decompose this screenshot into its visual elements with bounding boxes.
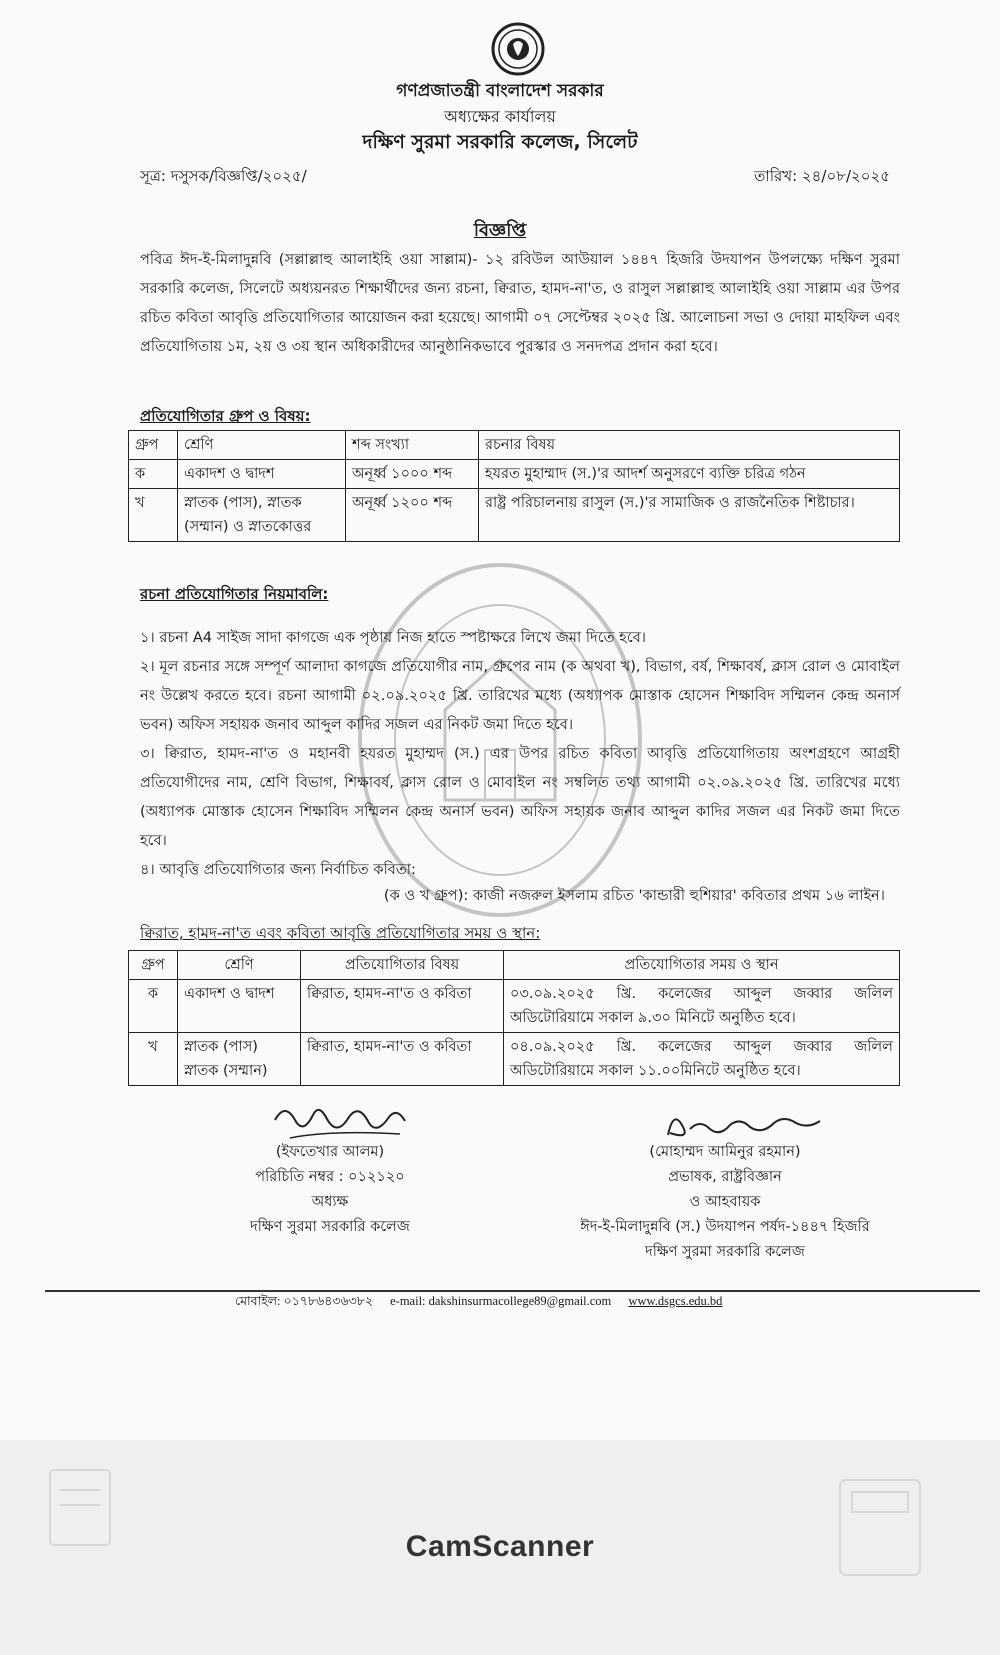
schedule-table bbox=[128, 950, 900, 1086]
rule-item: ২। মূল রচনার সঙ্গে সম্পূর্ণ আলাদা কাগজে প্রতিযোগীর নাম, গ্রুপের নাম (ক অথবা খ), বিভাগ, বর্ষ, শিক্ষাবর্ষ, ক্লাস রোল ও মোবাইল নং উল্লেখ করতে হবে। রচনা আগামী ০২.০৯.২০২৫ খ্রি. তারিখের মধ্যে (অধ্যাপক মোস্তাক হোসেন শিক্ষাবিদ সম্মিলন কেন্দ্র অনার্স ভবন) অফিস সহায়ক জনাব আব্দুল কাদির সজল এর নিকট জমা দিতে হবে। bbox=[140, 658, 900, 733]
table-cell: ক bbox=[129, 460, 178, 489]
table-row bbox=[129, 1033, 900, 1086]
signatory-title: অধ্যক্ষ bbox=[311, 1194, 349, 1210]
table-header-cell: শব্দ সংখ্যা bbox=[346, 431, 479, 460]
signatory-name: (মোহাম্মদ আমিনুর রহমান) bbox=[649, 1144, 801, 1160]
table-cell: অনূর্ধ্ব ১০০০ শব্দ bbox=[346, 460, 479, 489]
table-cell: ০৪.০৯.২০২৫ খ্রি. কলেজের আব্দুল জব্বার জলিল অডিটোরিয়ামে সকাল ১১.০০মিনিটে অনুষ্ঠিত হবে। bbox=[504, 1033, 900, 1086]
table-header-cell: শ্রেণি bbox=[178, 951, 301, 980]
essay-topics-table bbox=[128, 430, 900, 542]
table-header-cell: গ্রুপ bbox=[129, 951, 178, 980]
table-cell: রাষ্ট্র পরিচালনায় রাসুল (স.)'র সামাজিক ও রাজনৈতিক শিষ্টাচার। bbox=[479, 489, 900, 542]
table-header-row bbox=[129, 951, 900, 980]
intro-paragraph: পবিত্র ঈদ-ই-মিলাদুন্নবি (সল্লাল্লাহু আলাইহি ওয়া সাল্লাম)- ১২ রবিউল আউয়াল ১৪৪৭ হিজরি উদযাপন উপলক্ষ্যে দক্ষিণ সুরমা সরকারি কলেজ, সিলেটে অধ্যয়নরত শিক্ষার্থীদের জন্য রচনা, ক্বিরাত, হামদ-না'ত, ও রাসুল সল্লাল্লাহু আলাইহি ওয়া সাল্লাম এর উপর রচিত কবিতা আবৃত্তি প্রতিযোগিতার আয়োজন করা হয়েছে। আগামী ০৭ সেপ্টেম্বর ২০২৫ খ্রি. আলোচনা সভা ও দোয়া মাহফিল এবং প্রতিযোগিতায় ১ম, ২য় ও ৩য় স্থান অধিকারীদের আনুষ্ঠানিকভাবে পুরস্কার ও সনদপত্র প্রদান করা হবে। bbox=[140, 251, 900, 355]
table-cell: একাদশ ও দ্বাদশ bbox=[178, 460, 346, 489]
table-header-cell: গ্রুপ bbox=[129, 431, 178, 460]
table-cell: খ bbox=[129, 1033, 178, 1086]
signatory-title: প্রভাষক, রাষ্ট্রবিজ্ঞান bbox=[668, 1169, 782, 1185]
selected-poem: (ক ও খ গ্রুপ): কাজী নজরুল ইসলাম রচিত 'কান্ডারী হুশিয়ার' কবিতার প্রথম ১৬ লাইন। bbox=[383, 887, 885, 904]
table-header-cell: রচনার বিষয় bbox=[479, 431, 900, 460]
signatory-right bbox=[540, 1140, 910, 1265]
government-emblem-icon bbox=[491, 22, 545, 76]
contact-mobile: মোবাইল: ০১৭৮৬৪৩৬৩৮২ bbox=[235, 1294, 373, 1308]
table-row bbox=[129, 980, 900, 1033]
table-cell: হযরত মুহাম্মাদ (স.)'র আদর্শ অনুসরণে ব্যক্তি চরিত্র গঠন bbox=[479, 460, 900, 489]
schedule-table-heading: ক্বিরাত, হামদ-না'ত এবং কবিতা আবৃত্তি প্রতিযোগিতার সময় ও স্থান: bbox=[140, 924, 541, 942]
rule-item: ১। রচনা A4 সাইজ সাদা কাগজে এক পৃষ্ঠায় নিজ হাতে স্পষ্টাক্ষরে লিখে জমা দিতে হবে। bbox=[140, 629, 647, 646]
college-name: দক্ষিণ সুরমা সরকারি কলেজ, সিলেট bbox=[362, 131, 638, 153]
office-name: অধ্যক্ষের কার্যালয় bbox=[444, 107, 556, 126]
camscanner-brand: CamScanner bbox=[405, 1530, 595, 1563]
notice-title: বিজ্ঞপ্তি bbox=[473, 220, 527, 241]
notice-date: তারিখ: ২৪/০৮/২০২৫ bbox=[754, 167, 890, 185]
rule-item: ৪। আবৃত্তি প্রতিযোগিতার জন্য নির্বাচিত কবিতা: bbox=[140, 861, 416, 878]
rules-list bbox=[140, 623, 900, 884]
government-name: গণপ্রজাতন্ত্রী বাংলাদেশ সরকার bbox=[396, 81, 604, 101]
table-header-cell: শ্রেণি bbox=[178, 431, 346, 460]
signature-left bbox=[270, 1100, 420, 1145]
table-header-cell: প্রতিযোগিতার বিষয় bbox=[301, 951, 504, 980]
essay-table-heading: প্রতিযোগিতার গ্রুপ ও বিষয়: bbox=[140, 407, 311, 425]
signatory-role: ও আহবায়ক bbox=[689, 1194, 761, 1210]
signatory-org: দক্ষিণ সুরমা সরকারি কলেজ bbox=[250, 1219, 410, 1235]
signatory-committee: ঈদ-ই-মিলাদুন্নবি (স.) উদযাপন পর্ষদ-১৪৪৭ হিজরি bbox=[580, 1219, 870, 1235]
signatory-name: (ইফতেখার আলম) bbox=[275, 1144, 385, 1160]
contact-line bbox=[235, 1293, 736, 1313]
contact-website: www.dsgcs.edu.bd bbox=[628, 1294, 723, 1308]
rules-heading: রচনা প্রতিযোগিতার নিয়মাবলি: bbox=[140, 585, 329, 603]
signatory-left bbox=[215, 1140, 445, 1240]
table-cell: খ bbox=[129, 489, 178, 542]
footer-divider bbox=[45, 1290, 980, 1292]
table-row bbox=[129, 460, 900, 489]
signatory-id: পরিচিতি নম্বর : ০১২১২০ bbox=[255, 1169, 405, 1185]
table-header-row bbox=[129, 431, 900, 460]
table-cell: অনূর্ধ্ব ১২০০ শব্দ bbox=[346, 489, 479, 542]
table-cell: স্নাতক (পাস), স্নাতক (সম্মান) ও স্নাতকোত্তর bbox=[178, 489, 346, 542]
contact-email: e-mail: dakshinsurmacollege89@gmail.com bbox=[390, 1294, 612, 1308]
reference-number: সূত্র: দসুসক/বিজ্ঞপ্তি/২০২৫/ bbox=[140, 167, 307, 185]
table-cell: ০৩.০৯.২০২৫ খ্রি. কলেজের আব্দুল জব্বার জলিল অডিটোরিয়ামে সকাল ৯.৩০ মিনিটে অনুষ্ঠিত হবে। bbox=[504, 980, 900, 1033]
table-header-cell: প্রতিযোগিতার সময় ও স্থান bbox=[504, 951, 900, 980]
table-row bbox=[129, 489, 900, 542]
rule-item: ৩। ক্বিরাত, হামদ-না'ত ও মহানবী হযরত মুহাম্মদ (স.) এর উপর রচিত কবিতা আবৃত্তি প্রতিযোগিতায় অংশগ্রহণে আগ্রহী প্রতিযোগীদের নাম, শ্রেণি বিভাগ, শিক্ষাবর্ষ, ক্লাস রোল ও মোবাইল নং সম্বলিত তথ্য আগামী ০২.০৯.২০২৫ খ্রি. তারিখের মধ্যে (অধ্যাপক মোস্তাক হোসেন শিক্ষাবিদ সম্মিলন কেন্দ্র অনার্স ভবন) অফিস সহায়ক জনাব আব্দুল কাদির সজল এর নিকট জমা দিতে হবে। bbox=[140, 745, 900, 849]
signatory-org: দক্ষিণ সুরমা সরকারি কলেজ bbox=[645, 1244, 805, 1260]
table-cell: ক bbox=[129, 980, 178, 1033]
table-cell: ক্বিরাত, হামদ-না'ত ও কবিতা bbox=[301, 980, 504, 1033]
table-cell: স্নাতক (পাস) স্নাতক (সম্মান) bbox=[178, 1033, 301, 1086]
signature-right bbox=[660, 1105, 830, 1145]
table-cell: একাদশ ও দ্বাদশ bbox=[178, 980, 301, 1033]
table-cell: ক্বিরাত, হামদ-না'ত ও কবিতা bbox=[301, 1033, 504, 1086]
